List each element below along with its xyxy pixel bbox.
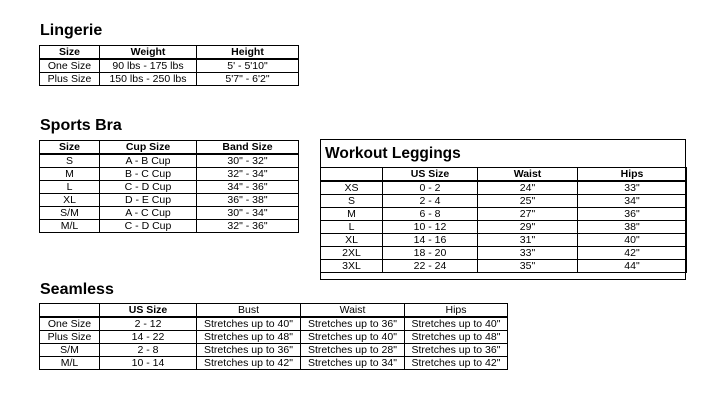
table-header-row [40,46,299,60]
table-row [321,260,687,273]
table-cell: 14 - 22 [100,331,197,344]
table-cell: Stretches up to 40" [301,331,405,344]
table-cell: 2 - 4 [383,195,478,208]
table-cell: 5'7" - 6'2" [197,73,299,86]
table-cell: M [40,168,100,181]
table-cell: 34" - 36" [197,181,299,194]
table-header-row [40,304,508,318]
table-row [40,357,508,370]
table-cell: One Size [40,317,100,331]
table-cell: XL [40,194,100,207]
table-cell: M [321,208,383,221]
table-cell: Stretches up to 40" [197,317,301,331]
table-cell: 6 - 8 [383,208,478,221]
table-cell: C - D Cup [100,220,197,233]
table-cell: 10 - 14 [100,357,197,370]
table-cell: L [40,181,100,194]
seamless-table [39,303,508,370]
table-cell: Stretches up to 42" [405,357,508,370]
table-cell: 0 - 2 [383,181,478,195]
workout-leggings-table [320,167,687,273]
column-header: Weight [100,46,197,60]
table-cell: L [321,221,383,234]
column-header: Band Size [197,141,299,155]
table-cell: 22 - 24 [383,260,478,273]
table-cell: Stretches up to 40" [405,317,508,331]
table-cell: S/M [40,344,100,357]
table-row [321,181,687,195]
table-cell: S [40,154,100,168]
seamless-title: Seamless [40,281,114,298]
table-row [40,344,508,357]
table-cell: 36" - 38" [197,194,299,207]
table-cell: XS [321,181,383,195]
table-row [40,317,508,331]
table-cell: A - C Cup [100,207,197,220]
table-cell: S [321,195,383,208]
column-header: Waist [301,304,405,318]
column-header: Cup Size [100,141,197,155]
column-header: Height [197,46,299,60]
table-cell: 18 - 20 [383,247,478,260]
table-cell: Stretches up to 36" [405,344,508,357]
table-row [321,195,687,208]
table-cell: Stretches up to 42" [197,357,301,370]
table-cell: 3XL [321,260,383,273]
table-cell: 90 lbs - 175 lbs [100,59,197,73]
column-header: Bust [197,304,301,318]
lingerie-table [39,45,299,86]
table-cell: Stretches up to 28" [301,344,405,357]
table-cell: 32" - 36" [197,220,299,233]
column-header [40,304,100,318]
table-cell: Stretches up to 36" [197,344,301,357]
column-header: Hips [405,304,508,318]
table-cell: 36" [578,208,687,221]
table-cell: D - E Cup [100,194,197,207]
table-cell: 33" [578,181,687,195]
column-header: Hips [578,168,687,182]
table-row [321,234,687,247]
table-row [321,221,687,234]
table-cell: 44" [578,260,687,273]
column-header: US Size [100,304,197,318]
table-row [40,73,299,86]
table-cell: 35" [478,260,578,273]
sports-bra-title: Sports Bra [40,117,122,134]
table-cell: 38" [578,221,687,234]
table-cell: 27" [478,208,578,221]
table-cell: 40" [578,234,687,247]
table-row [321,247,687,260]
table-cell: 150 lbs - 250 lbs [100,73,197,86]
table-cell: Stretches up to 48" [197,331,301,344]
sports-bra-table [39,140,299,233]
workout-leggings-title: Workout Leggings [325,145,461,162]
table-row [40,194,299,207]
table-cell: S/M [40,207,100,220]
table-cell: 32" - 34" [197,168,299,181]
column-header: US Size [383,168,478,182]
table-row [40,154,299,168]
table-row [40,168,299,181]
table-cell: 2 - 12 [100,317,197,331]
table-row [40,220,299,233]
table-cell: M/L [40,357,100,370]
table-cell: Plus Size [40,73,100,86]
table-cell: C - D Cup [100,181,197,194]
table-cell: 24" [478,181,578,195]
table-cell: 5' - 5'10" [197,59,299,73]
table-cell: 2 - 8 [100,344,197,357]
table-cell: B - C Cup [100,168,197,181]
lingerie-title: Lingerie [40,22,103,39]
table-cell: Stretches up to 34" [301,357,405,370]
table-row [321,208,687,221]
column-header [321,168,383,182]
table-header-row [40,141,299,155]
column-header: Size [40,46,100,60]
table-row [40,207,299,220]
table-cell: 25" [478,195,578,208]
table-cell: A - B Cup [100,154,197,168]
table-cell: M/L [40,220,100,233]
table-cell: 34" [578,195,687,208]
column-header: Waist [478,168,578,182]
table-cell: 42" [578,247,687,260]
table-cell: Stretches up to 48" [405,331,508,344]
table-cell: 30" - 32" [197,154,299,168]
table-cell: 33" [478,247,578,260]
table-cell: Stretches up to 36" [301,317,405,331]
table-cell: 14 - 16 [383,234,478,247]
table-cell: 10 - 12 [383,221,478,234]
table-header-row [321,168,687,182]
table-cell: 2XL [321,247,383,260]
table-cell: 30" - 34" [197,207,299,220]
table-row [40,331,508,344]
table-cell: XL [321,234,383,247]
table-cell: One Size [40,59,100,73]
table-row [40,181,299,194]
column-header: Size [40,141,100,155]
table-cell: Plus Size [40,331,100,344]
table-cell: 29" [478,221,578,234]
table-row [40,59,299,73]
table-cell: 31" [478,234,578,247]
